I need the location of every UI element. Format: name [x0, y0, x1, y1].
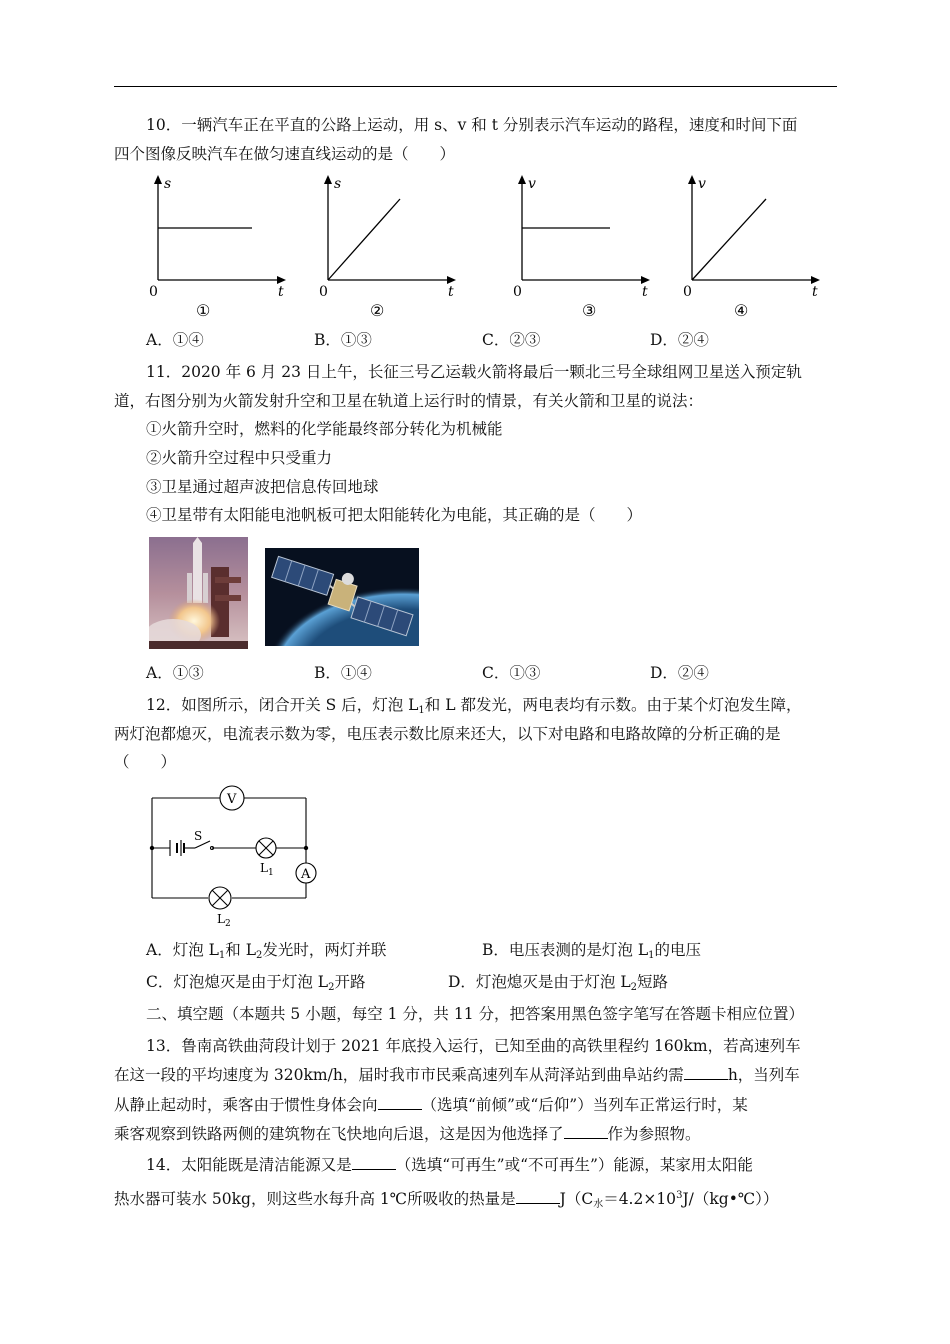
voltmeter-label: V — [227, 792, 237, 807]
q10-graph-1-origin: 0 — [149, 284, 158, 300]
q10-graph-2-number: ② — [370, 301, 385, 320]
q13-blank-1[interactable] — [684, 1065, 728, 1080]
q11-option-b[interactable]: B．①④ — [314, 664, 372, 682]
q13-blank-3[interactable] — [564, 1124, 608, 1139]
q12-stem-line1: 12．如图所示，闭合开关 S 后，灯泡 $L_1$和 L 都发光，两电表均有示数。由于某个灯泡发生障， — [146, 696, 802, 716]
q10-graph-4-origin: 0 — [683, 284, 692, 300]
q14-blank-2[interactable] — [516, 1189, 560, 1204]
q11-stem-line2: 道，右图分别为火箭发射升空和卫星在轨道上运行时的情景，有关火箭和卫星的说法： — [114, 392, 704, 410]
q10-graph-4 — [680, 172, 820, 320]
q10-option-a[interactable]: A．①④ — [146, 331, 204, 349]
q12-option-c[interactable]: C．灯泡熄灭是由于灯泡 $L_2$开路 — [146, 973, 366, 993]
q10-graph-2-ylabel: s — [334, 176, 342, 192]
q10-option-d[interactable]: D．②④ — [650, 331, 709, 349]
q12-option-b[interactable]: B．电压表测的是灯泡 $L_1$的电压 — [482, 941, 702, 961]
q10-option-c[interactable]: C．②③ — [482, 331, 541, 349]
q11-option-d[interactable]: D．②④ — [650, 664, 709, 682]
q11-statement-4: ④卫星带有太阳能电池帆板可把太阳能转化为电能，其正确的是（ ） — [146, 506, 643, 524]
q13-stem-line3: 从静止起动时，乘客由于惯性身体会向 （选填“前倾”或“后仰”）当列车正常运行时，某 — [114, 1096, 748, 1114]
q12-stem-line2: 两灯泡都熄灭，电流表示数为零，电压表示数比原来还大，以下对电路和电路故障的分析正确的是 — [114, 725, 781, 743]
q14-blank-1[interactable] — [352, 1155, 396, 1170]
q10-graph-1-ylabel: s — [164, 176, 172, 192]
ammeter-label: A — [301, 867, 311, 882]
q10-graph-3-ylabel: v — [528, 176, 536, 192]
q10-graph-1-number: ① — [196, 301, 211, 320]
switch-label: S — [194, 829, 203, 843]
q10-graph-2-xlabel: t — [448, 284, 454, 300]
header-rule — [114, 86, 837, 87]
q13-stem-line4: 乘客观察到铁路两侧的建筑物在飞快地向后退，这是因为他选择了 作为参照物。 — [114, 1125, 701, 1143]
q13-blank-2[interactable] — [378, 1095, 422, 1110]
q10-option-b[interactable]: B．①③ — [314, 331, 372, 349]
q13-stem-line1: 13．鲁南高铁曲菏段计划于 2021 年底投入运行，已知至曲的高铁里程约 160km，若高速列车 — [146, 1037, 801, 1055]
q14-stem-line2: 热水器可装水 50kg，则这些水每升高 1℃所吸收的热量是 $J(C_水=4.2\times 10^3J/(kg•℃))$ — [114, 1190, 779, 1210]
q11-statement-2: ②火箭升空过程中只受重力 — [146, 449, 333, 467]
q10-graph-1 — [146, 172, 286, 320]
q10-graph-4-number: ④ — [734, 301, 749, 320]
q10-graph-3 — [510, 172, 650, 320]
lamp-l2-label: $L_2$ — [217, 912, 231, 929]
q12-stem-line3: （ ） — [114, 753, 177, 771]
q10-graph-4-ylabel: v — [698, 176, 706, 192]
q10-graph-1-xlabel: t — [278, 284, 284, 300]
q12-option-d[interactable]: D．灯泡熄灭是由于灯泡 $L_2$短路 — [448, 973, 669, 993]
q11-statement-3: ③卫星通过超声波把信息传回地球 — [146, 478, 379, 496]
q14-stem-line1: 14．太阳能既是清洁能源又是 （选填“可再生”或“不可再生”）能源，某家用太阳能 — [146, 1156, 753, 1174]
q10-graph-4-line — [692, 199, 766, 280]
q10-graph-2-line — [328, 199, 400, 280]
satellite-orbit-photo — [265, 548, 419, 646]
q10-graph-2 — [316, 172, 456, 320]
q11-option-a[interactable]: A．①③ — [146, 664, 204, 682]
q10-graph-3-origin: 0 — [513, 284, 522, 300]
q10-graph-2-origin: 0 — [319, 284, 328, 300]
section-2-heading: 二、填空题（本题共 5 小题，每空 1 分，共 11 分，把答案用黑色签字笔写在答题卡相应位置） — [146, 1005, 805, 1023]
q11-option-c[interactable]: C．①③ — [482, 664, 541, 682]
q13-stem-line2: 在这一段的平均速度为 320km/h，届时我市市民乘高速列车从菏泽站到曲阜站约需 h，当列车 — [114, 1066, 800, 1084]
q12-option-a[interactable]: A．灯泡 $L_1$和 $L_2$发光时，两灯并联 — [146, 941, 387, 961]
q10-stem-line2: 四个图像反映汽车在做匀速直线运动的是（ ） — [114, 145, 456, 163]
q10-stem-line1: 10．一辆汽车正在平直的公路上运动，用 s、v 和 t 分别表示汽车运动的路程，速度和时间下面 — [146, 116, 798, 134]
q11-stem-line1: 11．2020 年 6 月 23 日上午，长征三号乙运载火箭将最后一颗北三号全球组网卫星送入预定轨 — [146, 363, 802, 381]
lamp-l1-label: $L_1$ — [260, 861, 274, 878]
rocket-launch-photo — [149, 537, 248, 649]
q10-graph-3-xlabel: t — [642, 284, 648, 300]
q11-statement-1: ①火箭升空时，燃料的化学能最终部分转化为机械能 — [146, 420, 503, 438]
q12-circuit-diagram — [144, 780, 334, 930]
q10-graph-4-xlabel: t — [812, 284, 818, 300]
q10-graph-3-number: ③ — [582, 301, 597, 320]
